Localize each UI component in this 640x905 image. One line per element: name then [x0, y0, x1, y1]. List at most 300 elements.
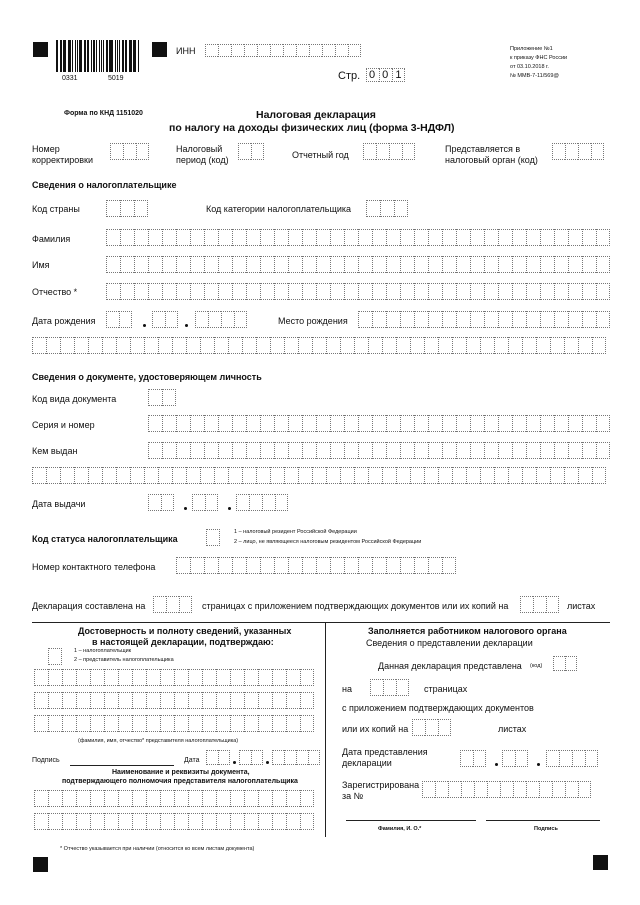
- input-cell[interactable]: [246, 229, 260, 246]
- input-cell[interactable]: [540, 415, 554, 432]
- issue-year-field[interactable]: [236, 494, 288, 511]
- input-cell[interactable]: [480, 467, 494, 484]
- input-cell[interactable]: [272, 790, 286, 807]
- input-cell[interactable]: [494, 337, 508, 354]
- input-cell[interactable]: [456, 229, 470, 246]
- input-cell[interactable]: [400, 415, 414, 432]
- input-cell[interactable]: [484, 283, 498, 300]
- input-cell[interactable]: [260, 256, 274, 273]
- input-cell[interactable]: [554, 415, 568, 432]
- input-cell[interactable]: [358, 557, 372, 574]
- input-cell[interactable]: [546, 596, 559, 613]
- input-cell[interactable]: [130, 337, 144, 354]
- input-cell[interactable]: [134, 229, 148, 246]
- input-cell[interactable]: [208, 311, 221, 328]
- reporting-year-field[interactable]: [363, 143, 415, 160]
- input-cell[interactable]: [596, 311, 610, 328]
- input-cell[interactable]: [249, 494, 262, 511]
- input-cell[interactable]: [386, 256, 400, 273]
- input-cell[interactable]: [120, 229, 134, 246]
- input-cell[interactable]: [104, 715, 118, 732]
- input-cell[interactable]: [202, 790, 216, 807]
- input-cell[interactable]: [188, 669, 202, 686]
- input-cell[interactable]: [246, 256, 260, 273]
- input-cell[interactable]: [428, 256, 442, 273]
- input-cell[interactable]: [533, 596, 546, 613]
- input-cell[interactable]: [174, 813, 188, 830]
- input-cell[interactable]: [218, 415, 232, 432]
- input-cell[interactable]: [160, 692, 174, 709]
- input-cell[interactable]: [438, 467, 452, 484]
- input-cell[interactable]: [258, 715, 272, 732]
- input-cell[interactable]: [162, 283, 176, 300]
- input-cell[interactable]: [46, 337, 60, 354]
- input-cell[interactable]: [515, 750, 528, 767]
- input-cell[interactable]: [526, 229, 540, 246]
- input-cell[interactable]: [160, 813, 174, 830]
- input-cell[interactable]: [258, 813, 272, 830]
- input-cell[interactable]: [582, 415, 596, 432]
- input-cell[interactable]: [232, 442, 246, 459]
- input-cell[interactable]: [62, 813, 76, 830]
- input-cell[interactable]: [106, 229, 120, 246]
- input-cell[interactable]: [400, 557, 414, 574]
- input-cell[interactable]: [484, 256, 498, 273]
- input-cell[interactable]: [34, 692, 48, 709]
- input-cell[interactable]: [176, 256, 190, 273]
- input-cell[interactable]: [274, 256, 288, 273]
- input-cell[interactable]: [522, 467, 536, 484]
- input-cell[interactable]: [298, 467, 312, 484]
- input-cell[interactable]: [284, 750, 296, 765]
- input-cell[interactable]: [272, 715, 286, 732]
- input-cell[interactable]: [232, 283, 246, 300]
- input-cell[interactable]: [526, 311, 540, 328]
- input-cell[interactable]: [130, 467, 144, 484]
- input-cell[interactable]: [526, 781, 539, 798]
- input-cell[interactable]: [230, 692, 244, 709]
- input-cell[interactable]: [158, 337, 172, 354]
- input-cell[interactable]: [400, 311, 414, 328]
- input-cell[interactable]: [438, 719, 451, 736]
- input-cell[interactable]: [166, 596, 179, 613]
- input-cell[interactable]: [260, 442, 274, 459]
- input-cell[interactable]: [188, 790, 202, 807]
- input-cell[interactable]: [456, 283, 470, 300]
- input-cell[interactable]: [442, 311, 456, 328]
- input-cell[interactable]: [552, 781, 565, 798]
- input-cell[interactable]: [148, 415, 162, 432]
- input-cell[interactable]: [470, 229, 484, 246]
- input-cell[interactable]: [258, 692, 272, 709]
- input-cell[interactable]: [582, 311, 596, 328]
- input-cell[interactable]: [288, 442, 302, 459]
- input-cell[interactable]: [428, 442, 442, 459]
- office-year-field[interactable]: [546, 750, 598, 767]
- input-cell[interactable]: [348, 44, 361, 57]
- input-cell[interactable]: [160, 715, 174, 732]
- input-cell[interactable]: [270, 44, 283, 57]
- input-cell[interactable]: [206, 529, 220, 546]
- input-cell[interactable]: [148, 389, 162, 406]
- input-cell[interactable]: [205, 44, 218, 57]
- input-cell[interactable]: [174, 715, 188, 732]
- input-cell[interactable]: [90, 790, 104, 807]
- input-cell[interactable]: [190, 557, 204, 574]
- input-cell[interactable]: [134, 200, 148, 217]
- input-cell[interactable]: [62, 790, 76, 807]
- input-cell[interactable]: [102, 467, 116, 484]
- issued-by-field-2[interactable]: [32, 467, 606, 484]
- input-cell[interactable]: [286, 669, 300, 686]
- input-cell[interactable]: [76, 790, 90, 807]
- sign-year-field[interactable]: [272, 750, 320, 765]
- input-cell[interactable]: [216, 692, 230, 709]
- input-cell[interactable]: [288, 229, 302, 246]
- input-cell[interactable]: [165, 311, 178, 328]
- input-cell[interactable]: [376, 143, 389, 160]
- input-cell[interactable]: [582, 442, 596, 459]
- presented-code-field[interactable]: [553, 656, 577, 671]
- input-cell[interactable]: [244, 715, 258, 732]
- input-cell[interactable]: [251, 143, 264, 160]
- input-cell[interactable]: [176, 283, 190, 300]
- input-cell[interactable]: [394, 200, 408, 217]
- input-cell[interactable]: [554, 256, 568, 273]
- input-cell[interactable]: [386, 311, 400, 328]
- input-cell[interactable]: [90, 715, 104, 732]
- input-cell[interactable]: [286, 715, 300, 732]
- input-cell[interactable]: [106, 200, 120, 217]
- input-cell[interactable]: [132, 813, 146, 830]
- input-cell[interactable]: [88, 467, 102, 484]
- input-cell[interactable]: [358, 256, 372, 273]
- input-cell[interactable]: [270, 337, 284, 354]
- input-cell[interactable]: [234, 311, 247, 328]
- input-cell[interactable]: [206, 750, 218, 765]
- input-cell[interactable]: [246, 442, 260, 459]
- input-cell[interactable]: [484, 311, 498, 328]
- input-cell[interactable]: [174, 669, 188, 686]
- input-cell[interactable]: [48, 669, 62, 686]
- input-cell[interactable]: [578, 781, 591, 798]
- input-cell[interactable]: [554, 442, 568, 459]
- input-cell[interactable]: [424, 337, 438, 354]
- input-cell[interactable]: [512, 415, 526, 432]
- input-cell[interactable]: [354, 337, 368, 354]
- input-cell[interactable]: [344, 283, 358, 300]
- input-cell[interactable]: [456, 442, 470, 459]
- input-cell[interactable]: [102, 337, 116, 354]
- office-month-field[interactable]: [502, 750, 528, 767]
- input-cell[interactable]: [60, 467, 74, 484]
- issued-by-field-1[interactable]: [148, 442, 610, 459]
- status-code-field[interactable]: [206, 529, 220, 546]
- input-cell[interactable]: [400, 283, 414, 300]
- input-cell[interactable]: [146, 692, 160, 709]
- input-cell[interactable]: [218, 44, 231, 57]
- input-cell[interactable]: [512, 311, 526, 328]
- input-cell[interactable]: [258, 790, 272, 807]
- input-cell[interactable]: [60, 337, 74, 354]
- input-cell[interactable]: [326, 337, 340, 354]
- input-cell[interactable]: [202, 692, 216, 709]
- input-cell[interactable]: [470, 311, 484, 328]
- input-cell[interactable]: [540, 311, 554, 328]
- input-cell[interactable]: [596, 442, 610, 459]
- input-cell[interactable]: [239, 750, 251, 765]
- input-cell[interactable]: [300, 669, 314, 686]
- input-cell[interactable]: [308, 750, 320, 765]
- sign-month-field[interactable]: [239, 750, 263, 765]
- input-cell[interactable]: [216, 813, 230, 830]
- input-cell[interactable]: [274, 415, 288, 432]
- input-cell[interactable]: [553, 656, 565, 671]
- input-cell[interactable]: [118, 715, 132, 732]
- input-cell[interactable]: [448, 781, 461, 798]
- input-cell[interactable]: [260, 229, 274, 246]
- input-cell[interactable]: [414, 283, 428, 300]
- input-cell[interactable]: [498, 415, 512, 432]
- input-cell[interactable]: [134, 283, 148, 300]
- input-cell[interactable]: [296, 44, 309, 57]
- input-cell[interactable]: [550, 337, 564, 354]
- input-cell[interactable]: [74, 467, 88, 484]
- input-cell[interactable]: [146, 669, 160, 686]
- input-cell[interactable]: [442, 415, 456, 432]
- input-cell[interactable]: [363, 143, 376, 160]
- input-cell[interactable]: [428, 229, 442, 246]
- input-cell[interactable]: [120, 200, 134, 217]
- input-cell[interactable]: [344, 557, 358, 574]
- input-cell[interactable]: [238, 143, 251, 160]
- input-cell[interactable]: [414, 415, 428, 432]
- input-cell[interactable]: [578, 143, 591, 160]
- input-cell[interactable]: [74, 337, 88, 354]
- input-cell[interactable]: [90, 692, 104, 709]
- birth-month-field[interactable]: [152, 311, 178, 328]
- input-cell[interactable]: [564, 467, 578, 484]
- input-cell[interactable]: [288, 283, 302, 300]
- input-cell[interactable]: [372, 415, 386, 432]
- input-cell[interactable]: [396, 337, 410, 354]
- input-cell[interactable]: [160, 790, 174, 807]
- pages-count-field[interactable]: [153, 596, 192, 613]
- input-cell[interactable]: [34, 813, 48, 830]
- input-cell[interactable]: [242, 467, 256, 484]
- surname-field[interactable]: [106, 229, 610, 246]
- input-cell[interactable]: [152, 311, 165, 328]
- input-cell[interactable]: [487, 781, 500, 798]
- input-cell[interactable]: [132, 692, 146, 709]
- input-cell[interactable]: [230, 813, 244, 830]
- input-cell[interactable]: [146, 790, 160, 807]
- input-cell[interactable]: [300, 790, 314, 807]
- input-cell[interactable]: [596, 256, 610, 273]
- input-cell[interactable]: [62, 669, 76, 686]
- input-cell[interactable]: [302, 442, 316, 459]
- input-cell[interactable]: [414, 256, 428, 273]
- input-cell[interactable]: [284, 467, 298, 484]
- input-cell[interactable]: [340, 337, 354, 354]
- birth-place-field-1[interactable]: [358, 311, 610, 328]
- input-cell[interactable]: [354, 467, 368, 484]
- input-cell[interactable]: [216, 790, 230, 807]
- issue-month-field[interactable]: [192, 494, 218, 511]
- officer-name-line[interactable]: [346, 820, 476, 821]
- correction-number-field[interactable]: [110, 143, 149, 160]
- input-cell[interactable]: [386, 229, 400, 246]
- input-cell[interactable]: [272, 813, 286, 830]
- input-cell[interactable]: [62, 715, 76, 732]
- input-cell[interactable]: [134, 256, 148, 273]
- input-cell[interactable]: [554, 311, 568, 328]
- input-cell[interactable]: [344, 415, 358, 432]
- input-cell[interactable]: [382, 337, 396, 354]
- input-cell[interactable]: [90, 669, 104, 686]
- input-cell[interactable]: [214, 467, 228, 484]
- input-cell[interactable]: [372, 311, 386, 328]
- input-cell[interactable]: [312, 337, 326, 354]
- input-cell[interactable]: [500, 781, 513, 798]
- input-cell[interactable]: [283, 44, 296, 57]
- office-sheets-field[interactable]: [412, 719, 451, 736]
- input-cell[interactable]: [218, 750, 230, 765]
- issue-day-field[interactable]: [148, 494, 174, 511]
- input-cell[interactable]: [554, 283, 568, 300]
- input-cell[interactable]: [442, 442, 456, 459]
- input-cell[interactable]: [456, 415, 470, 432]
- input-cell[interactable]: [104, 790, 118, 807]
- input-cell[interactable]: [246, 415, 260, 432]
- input-cell[interactable]: [498, 256, 512, 273]
- input-cell[interactable]: [596, 229, 610, 246]
- input-cell[interactable]: [358, 229, 372, 246]
- input-cell[interactable]: [48, 790, 62, 807]
- input-cell[interactable]: [330, 229, 344, 246]
- office-day-field[interactable]: [460, 750, 486, 767]
- input-cell[interactable]: [366, 200, 380, 217]
- input-cell[interactable]: [188, 692, 202, 709]
- input-cell[interactable]: [565, 143, 578, 160]
- input-cell[interactable]: [174, 692, 188, 709]
- input-cell[interactable]: [470, 256, 484, 273]
- input-cell[interactable]: [428, 557, 442, 574]
- input-cell[interactable]: [202, 813, 216, 830]
- input-cell[interactable]: [316, 256, 330, 273]
- tax-authority-code-field[interactable]: [552, 143, 604, 160]
- input-cell[interactable]: [296, 750, 308, 765]
- input-cell[interactable]: [274, 557, 288, 574]
- input-cell[interactable]: [162, 389, 176, 406]
- input-cell[interactable]: [214, 337, 228, 354]
- input-cell[interactable]: [540, 256, 554, 273]
- input-cell[interactable]: [132, 790, 146, 807]
- input-cell[interactable]: [386, 283, 400, 300]
- input-cell[interactable]: [425, 719, 438, 736]
- input-cell[interactable]: [123, 143, 136, 160]
- input-cell[interactable]: [246, 557, 260, 574]
- input-cell[interactable]: [228, 467, 242, 484]
- input-cell[interactable]: [526, 256, 540, 273]
- input-cell[interactable]: [302, 283, 316, 300]
- input-cell[interactable]: [148, 442, 162, 459]
- input-cell[interactable]: [582, 283, 596, 300]
- input-cell[interactable]: [582, 256, 596, 273]
- input-cell[interactable]: [284, 337, 298, 354]
- input-cell[interactable]: [244, 669, 258, 686]
- input-cell[interactable]: [260, 557, 274, 574]
- input-cell[interactable]: [204, 557, 218, 574]
- input-cell[interactable]: [200, 467, 214, 484]
- input-cell[interactable]: [161, 494, 174, 511]
- input-cell[interactable]: [288, 256, 302, 273]
- input-cell[interactable]: [452, 337, 466, 354]
- input-cell[interactable]: [230, 715, 244, 732]
- input-cell[interactable]: [106, 311, 119, 328]
- input-cell[interactable]: [358, 442, 372, 459]
- tax-period-field[interactable]: [238, 143, 264, 160]
- input-cell[interactable]: [120, 283, 134, 300]
- authority-document-field-1[interactable]: [34, 790, 314, 807]
- input-cell[interactable]: [410, 337, 424, 354]
- input-cell[interactable]: [300, 715, 314, 732]
- input-cell[interactable]: [473, 750, 486, 767]
- input-cell[interactable]: [172, 467, 186, 484]
- input-cell[interactable]: [520, 596, 533, 613]
- input-cell[interactable]: [272, 750, 284, 765]
- input-cell[interactable]: [251, 750, 263, 765]
- input-cell[interactable]: [470, 283, 484, 300]
- input-cell[interactable]: [48, 692, 62, 709]
- input-cell[interactable]: [76, 692, 90, 709]
- input-cell[interactable]: [106, 256, 120, 273]
- sheets-count-field[interactable]: [520, 596, 559, 613]
- input-cell[interactable]: [498, 283, 512, 300]
- birth-day-field[interactable]: [106, 311, 132, 328]
- input-cell[interactable]: [539, 781, 552, 798]
- input-cell[interactable]: [231, 44, 244, 57]
- input-cell[interactable]: [330, 415, 344, 432]
- country-code-field[interactable]: [106, 200, 148, 217]
- input-cell[interactable]: [195, 311, 208, 328]
- input-cell[interactable]: [144, 337, 158, 354]
- input-cell[interactable]: [309, 44, 322, 57]
- input-cell[interactable]: [288, 557, 302, 574]
- input-cell[interactable]: [188, 813, 202, 830]
- input-cell[interactable]: [414, 557, 428, 574]
- input-cell[interactable]: [592, 467, 606, 484]
- input-cell[interactable]: [522, 337, 536, 354]
- input-cell[interactable]: [90, 813, 104, 830]
- input-cell[interactable]: [272, 692, 286, 709]
- input-cell[interactable]: [592, 337, 606, 354]
- input-cell[interactable]: [428, 311, 442, 328]
- input-cell[interactable]: [596, 283, 610, 300]
- authority-document-field-2[interactable]: [34, 813, 314, 830]
- input-cell[interactable]: [218, 557, 232, 574]
- input-cell[interactable]: [32, 467, 46, 484]
- input-cell[interactable]: [230, 790, 244, 807]
- input-cell[interactable]: [104, 692, 118, 709]
- input-cell[interactable]: [340, 467, 354, 484]
- input-cell[interactable]: [260, 415, 274, 432]
- input-cell[interactable]: [162, 415, 176, 432]
- input-cell[interactable]: [330, 256, 344, 273]
- input-cell[interactable]: [176, 229, 190, 246]
- input-cell[interactable]: [144, 467, 158, 484]
- input-cell[interactable]: [460, 750, 473, 767]
